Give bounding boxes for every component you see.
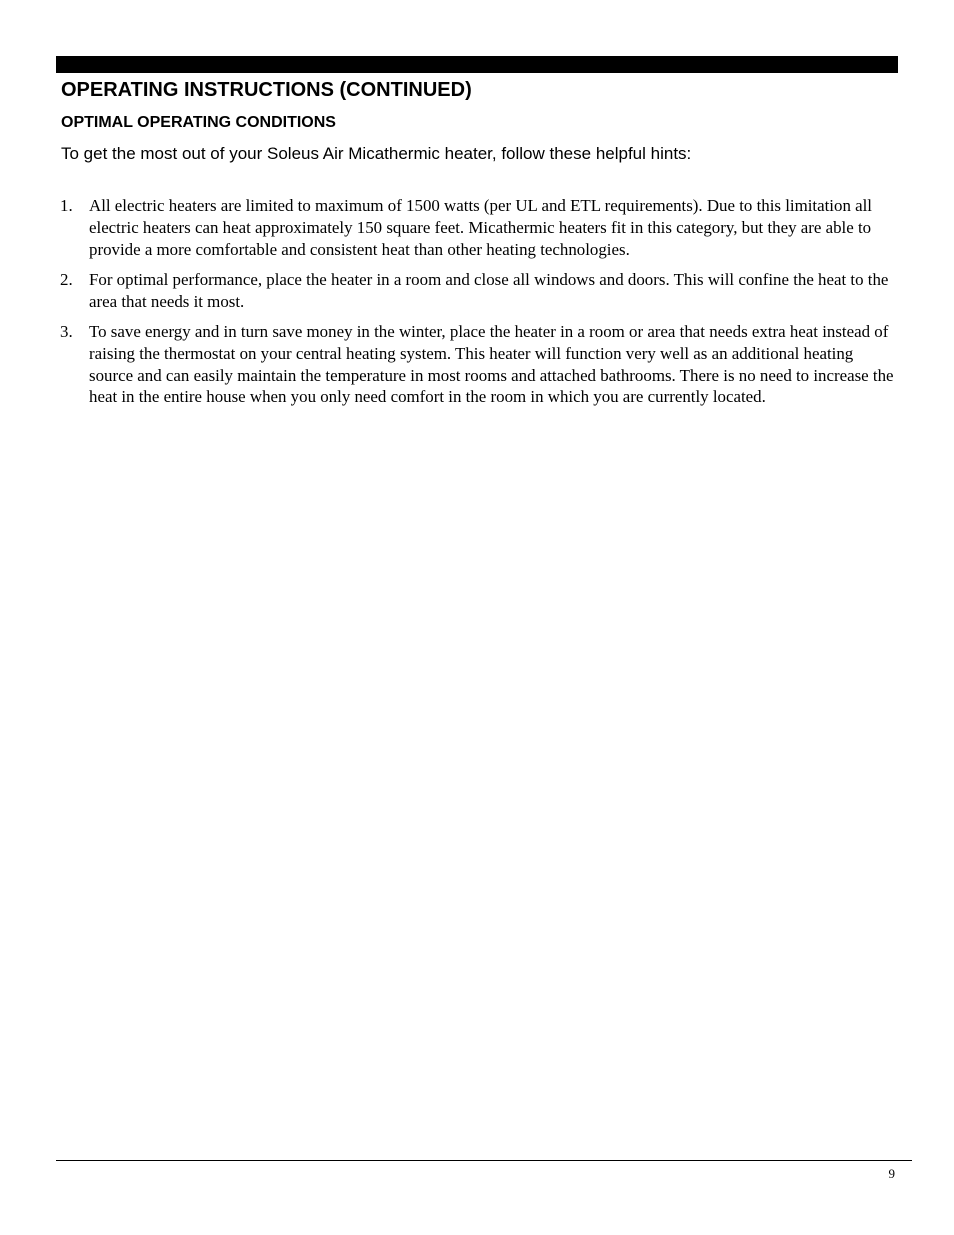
list-item-number: 3. bbox=[60, 321, 73, 341]
footer-divider bbox=[56, 1160, 912, 1161]
list-item bbox=[60, 269, 898, 313]
subsection-title: OPTIMAL OPERATING CONDITIONS bbox=[61, 114, 336, 131]
section-title: OPERATING INSTRUCTIONS (CONTINUED) bbox=[61, 79, 472, 101]
list-item-text: To save energy and in turn save money in the winter, place the heater in a room or area that needs extra heat instead of raising the thermostat on your central heating system. This heater will function very well as an additional heating source and can easily maintain the temperature in most rooms and attached bathrooms. There is no need to increase the heat in the entire house when you only need comfort in the room in which you are currently located. bbox=[89, 321, 894, 407]
hints-list bbox=[60, 195, 898, 417]
list-item bbox=[60, 321, 898, 408]
page-number: 9 bbox=[888, 1166, 895, 1181]
list-item-number: 2. bbox=[60, 269, 73, 289]
list-item-number: 1. bbox=[60, 196, 73, 215]
list-item-text: For optimal performance, place the heater in a room and close all windows and doors. This will confine the heat to the area that needs it most. bbox=[89, 269, 889, 311]
header-bar bbox=[56, 56, 898, 73]
list-item bbox=[60, 195, 898, 260]
list-item-text: All electric heaters are limited to maximum of 1500 watts (per UL and ETL requirements). Due to this limitation all electric heaters can heat approximately 150 square feet. Micathermic heaters fit in this category, but they are able to provide a more comfortable and consistent heat than other heating technologies. bbox=[89, 196, 872, 259]
intro-text: To get the most out of your Soleus Air Micathermic heater, follow these helpful hints: bbox=[61, 144, 692, 163]
